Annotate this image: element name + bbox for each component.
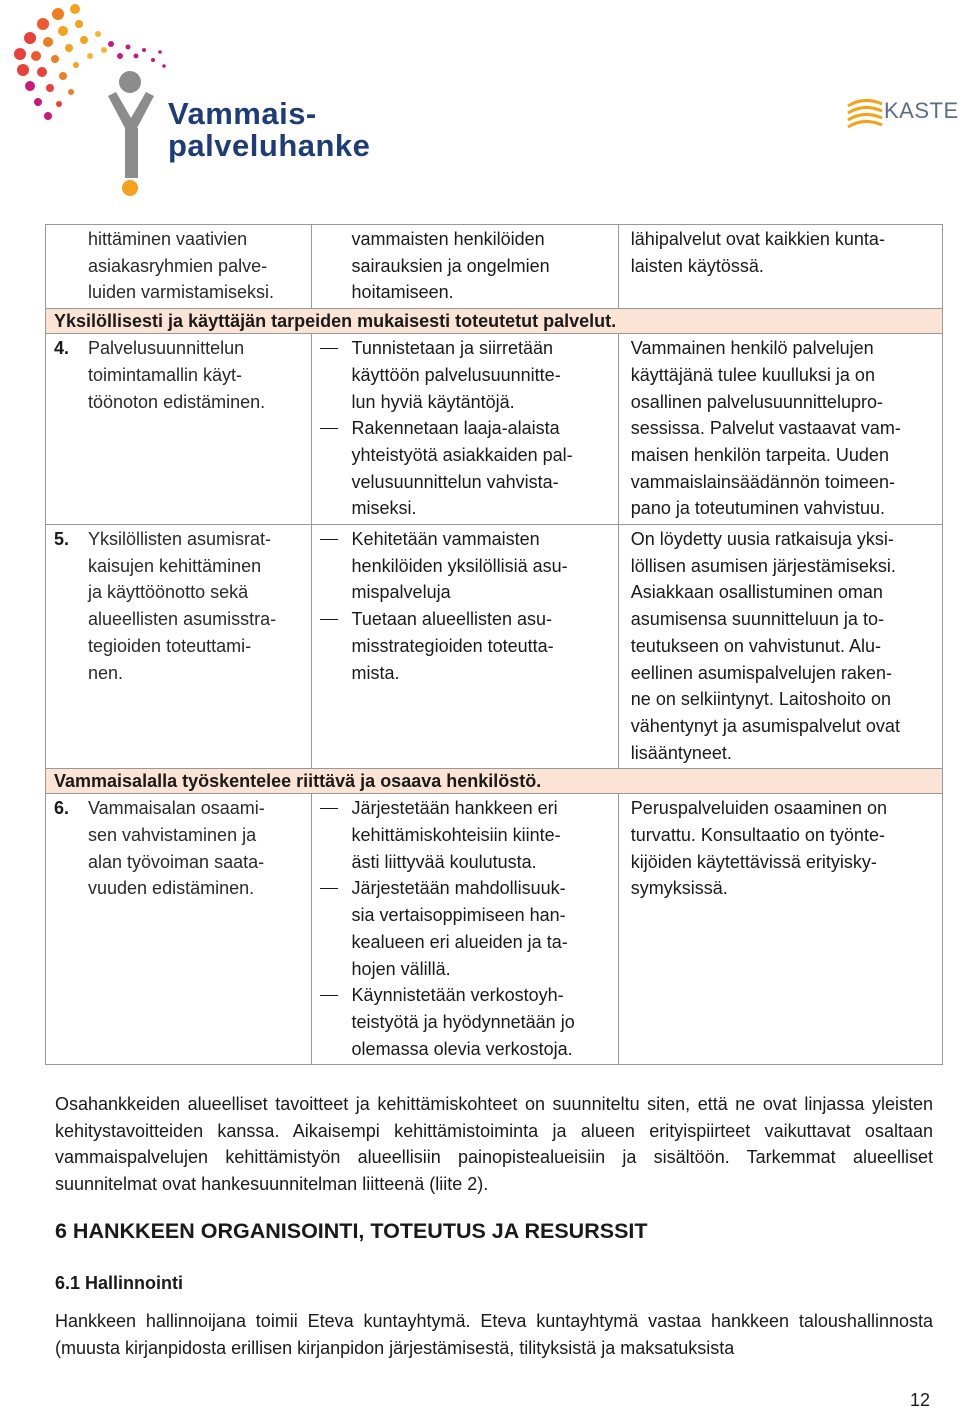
section-heading: Yksilöllisesti ja käyttäjän tarpeiden mukaisesti toteutetut palvelut. xyxy=(46,309,943,334)
dash-bullet-icon xyxy=(312,526,352,606)
logo-title-line1: Vammais- xyxy=(168,96,317,131)
goals-table xyxy=(45,224,943,1065)
dash-bullet-icon xyxy=(312,335,352,415)
dash-bullet-icon xyxy=(312,415,352,522)
body-paragraph: Hankkeen hallinnoijana toimii Eteva kuntayhtymä. Eteva kuntayhtymä vastaa hankkeen taloushallinnosta (muusta kirjanpidosta erillisen kirjanpidon järjestämisestä, tilityksistä ja maksatuksista xyxy=(55,1311,933,1358)
action-item: Tuetaan alueellisten asu- misstrategioiden toteutta- mista. xyxy=(312,606,618,686)
goal-cell: hittäminen vaativien asiakasryhmien palve- luiden varmistamiseksi. xyxy=(88,229,275,303)
kaste-wave-icon xyxy=(846,94,884,134)
section-heading-level2: 6.1 Hallinnointi xyxy=(55,1273,184,1293)
action-item: Käynnistetään verkostoyh- teistyötä ja hyödynnetään jo olemassa olevia verkostoja. xyxy=(312,982,618,1062)
action-item: Järjestetään mahdollisuuk- sia vertaisoppimiseen han- kealueen eri alueiden ja ta- hojen välillä. xyxy=(312,875,618,982)
goal-cell: 5. Yksilöllisten asumisrat- kaisujen kehittäminen ja käyttöönotto sekä alueellisten asumisstra- tegioiden toteuttami- nen. xyxy=(46,525,311,688)
dash-bullet-icon xyxy=(312,795,352,875)
action-item: Järjestetään hankkeen eri kehittämiskohteisiin kiinte- ästi liittyvää koulutusta. xyxy=(312,795,618,875)
goal-number: 4. xyxy=(54,338,70,359)
body-paragraph: Osahankkeiden alueelliset tavoitteet ja kehittämiskohteet on suunniteltu siten, että ne ovat linjassa yleisten kehitystavoitteiden kanssa. Aikaisempi kehittämistoiminta ja alueen erityispiirteet vaikuttavat osaltaan vammaispalvelujen kehittämistyön alueellisiin painopistealueisiin ja sisältöön. Tarkemmat alueelliset suunnitelmat ovat hankesuunnitelman liitteenä (liite 2). xyxy=(55,1094,933,1195)
section-heading-row xyxy=(46,309,943,334)
section-heading: Vammaisalalla työskentelee riittävä ja osaava henkilöstö. xyxy=(46,769,943,794)
vammaispalveluhanke-logo xyxy=(8,4,428,199)
action-item: Tunnistetaan ja siirretään käyttöön palvelusuunnitte- lun hyviä käytäntöjä. xyxy=(312,335,618,415)
goal-cell: 6. Vammaisalan osaami- sen vahvistaminen ja alan työvoiman saata- vuuden edistäminen. xyxy=(46,794,311,904)
result-cell: On löydetty uusia ratkaisuja yksi- löllisen asumisen järjestämiseksi. Asiakkaan osallistuminen oman asumisensa suunnitteluun ja to- teutukseen on vahvistunut. Alu- eellinen asumispalvelujen raken- ne on selkiintynyt. Laitoshoito on vähentynyt ja asumispalvelut ovat lisääntyneet. xyxy=(630,529,900,763)
result-cell: Peruspalveluiden osaaminen on turvattu. Konsultaatio on työnte- kijöiden käytettävissä erityisky- symyksissä. xyxy=(630,798,887,899)
dash-bullet-icon xyxy=(312,875,352,982)
logo-figure-icon xyxy=(8,4,168,199)
goal-number: 6. xyxy=(54,798,70,819)
goal-number: 5. xyxy=(54,529,70,550)
dash-bullet-icon xyxy=(312,982,352,1062)
page-number: 12 xyxy=(910,1390,931,1410)
action-item: Rakennetaan laaja-alaista yhteistyötä asiakkaiden pal- velusuunnittelun vahvista- miseksi. xyxy=(312,415,618,522)
actions-cell xyxy=(312,334,618,524)
kaste-logo xyxy=(846,94,958,134)
dash-bullet-icon xyxy=(312,606,352,686)
section-heading-level1: 6 HANKKEEN ORGANISOINTI, TOTEUTUS JA RESURSSIT xyxy=(55,1219,648,1243)
result-cell: Vammainen henkilö palvelujen käyttäjänä tulee kuulluksi ja on osallinen palvelusuunnittelupro- sessissa. Palvelut vastaavat vam- maisen henkilön tarpeita. Uuden vammaislainsäädännön toimeen- pano ja toteutuminen vahvistuu. xyxy=(630,338,901,519)
actions-cell: vammaisten henkilöiden sairauksien ja ongelmien hoitamiseen. xyxy=(351,229,550,303)
table-row xyxy=(46,225,943,309)
table-row xyxy=(46,525,943,769)
kaste-logo-text: KASTE xyxy=(884,98,959,123)
actions-cell xyxy=(312,794,618,1064)
table-row xyxy=(46,794,943,1065)
action-item: Kehitetään vammaisten henkilöiden yksilöllisiä asu- mispalveluja xyxy=(312,526,618,606)
logo-title-line2: palveluhanke xyxy=(168,128,371,163)
table-row xyxy=(46,334,943,525)
actions-cell xyxy=(312,525,618,688)
result-cell: lähipalvelut ovat kaikkien kunta- laisten käytössä. xyxy=(630,229,885,276)
section-heading-row xyxy=(46,769,943,794)
goal-cell: 4. Palvelusuunnittelun toimintamallin käyt- töönoton edistäminen. xyxy=(46,334,311,417)
